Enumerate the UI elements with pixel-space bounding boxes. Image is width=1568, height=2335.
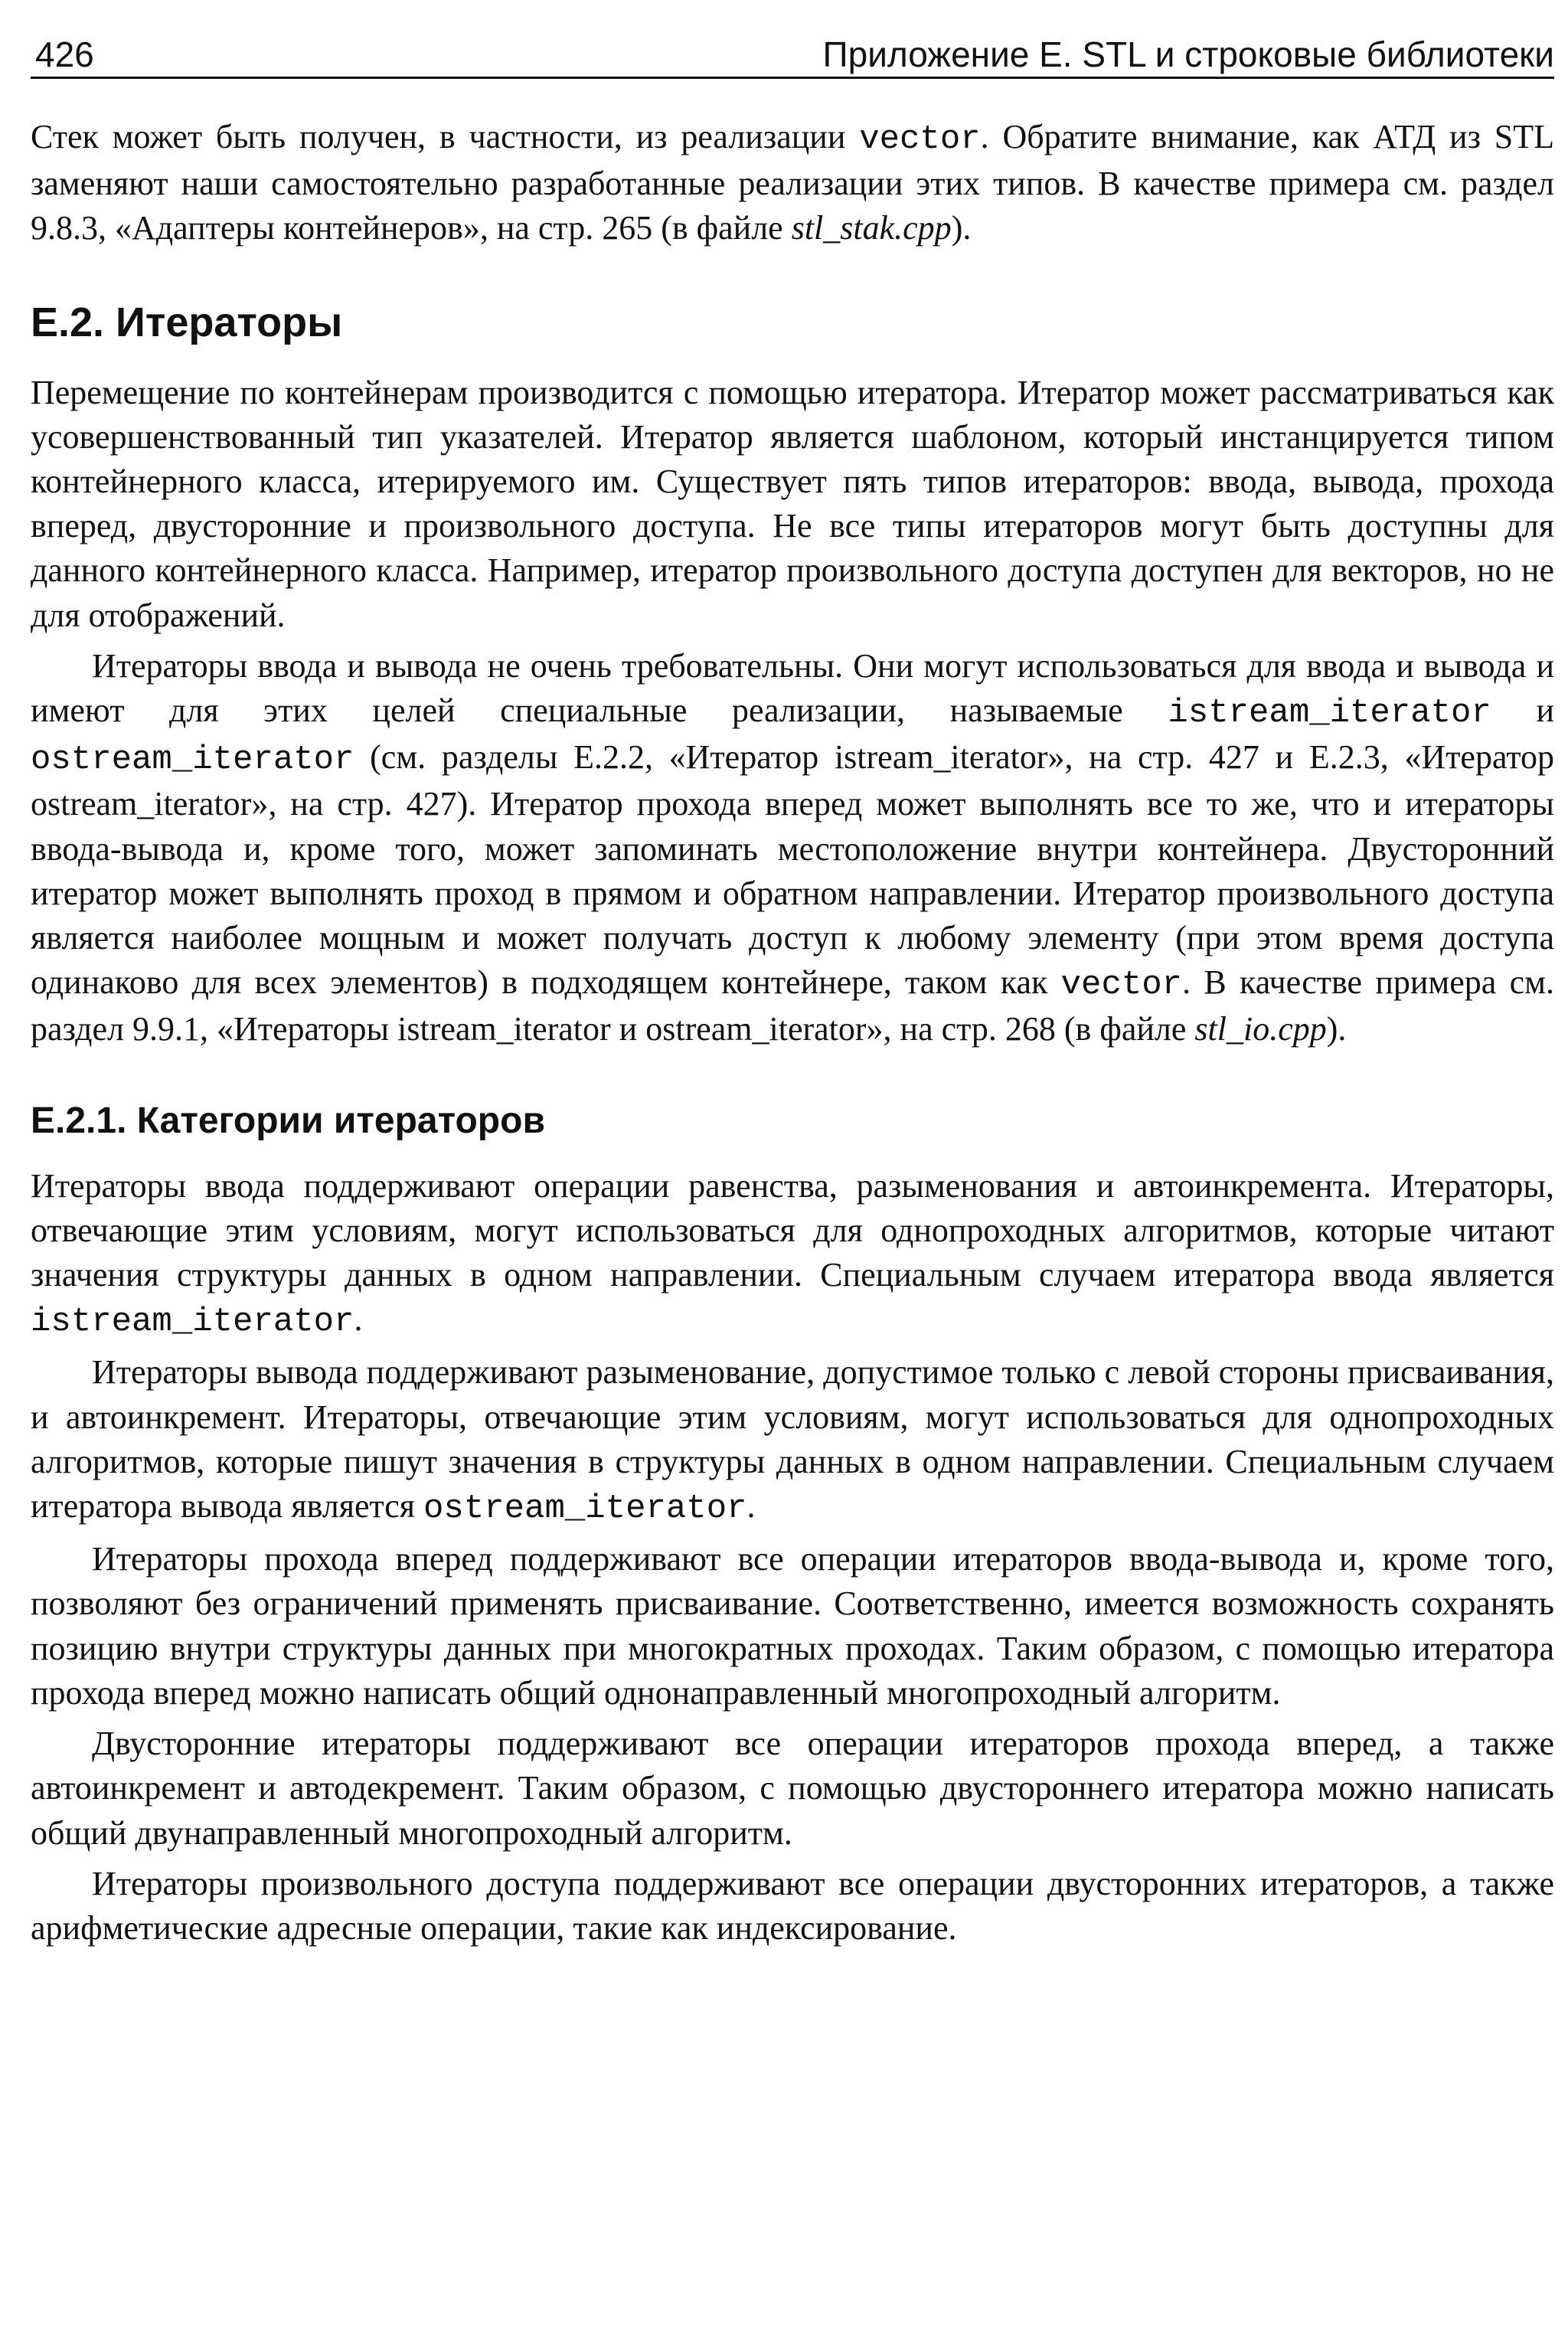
section-heading-iterators: E.2. Итераторы [31,299,343,345]
text-run: и [1491,692,1554,730]
subsection-heading-iterator-categories: E.2.1. Категории итераторов [31,1100,545,1141]
text-run: Итераторы ввода и вывода не очень требовательны. Они могут использоваться для ввода и вывода и имеют для этих целей специальные реализации, называемые [31,646,1554,730]
code-vector: vector [1060,966,1183,1005]
text-run: ). [1326,1010,1347,1048]
code-vector: vector [859,120,981,159]
file-name: stl_stak.cpp [791,209,952,247]
code-ostream-iterator: ostream_iterator [31,741,354,780]
text-run: Итераторы ввода поддерживают операции равенства, разыменования и автоинкремента. Итераторы, отвечающие этим условиям, могут использоваться для однопроходных алгоритмов, которые читают значения структуры данных в одном направлении. Специальным случаем итератора ввода является [31,1166,1554,1294]
paragraph-bidirectional-iterators: Двусторонние итераторы поддерживают все операции итераторов прохода вперед, а также автоинкремент и автодекремент. Таким образом, с помощью двустороннего итератора можно написать общий двунаправленный многопроходный алгоритм. [31,1725,1554,1852]
file-name: stl_io.cpp [1194,1010,1327,1048]
paragraph-io-iterators [31,644,1554,1052]
code-istream-iterator: istream_iterator [1168,694,1491,733]
text-run: Стек может быть получен, в частности, из реализации [31,118,860,155]
text-run: ). [951,209,972,247]
paragraph-stack-intro [31,115,1554,251]
paragraph-forward-iterators: Итераторы прохода вперед поддерживают все операции итераторов ввода-вывода и, кроме того, позволяют без ограничений применять присваивание. Соответственно, имеется возможность сохранять позицию внутри структуры данных при многократных проходах. Таким образом, с помощью итератора прохода вперед можно написать общий однонаправленный многопроходный алгоритм. [31,1540,1554,1712]
paragraph-input-iterators [31,1164,1554,1345]
page-content [31,115,1554,1951]
code-ostream-iterator: ostream_iterator [423,1490,747,1529]
page-number: 426 [35,34,94,74]
code-istream-iterator: istream_iterator [31,1303,354,1342]
text-run: . В качестве примера см. раздел 9.9.1, «Итераторы istream_iterator и ostream_iterator», на стр. 268 (в файле [31,963,1554,1048]
paragraph-output-iterators [31,1350,1554,1531]
text-run: . [354,1300,363,1339]
text-run: (см. разделы E.2.2, «Итератор istream_iterator», на стр. 427 и E.2.3, «Итератор ostream_iterator», на стр. 427). Итератор прохода вперед может выполнять все то же, что и итераторы ввода-вывода и, кроме того, может запоминать местоположение внутри контейнера. Двусторонний итератор может выполнять проход в прямом и обратном направлении. Итератор произвольного доступа является наиболее мощным и может получать доступ к любому элементу (при этом время доступа одинаково для всех элементов) в подходящем контейнере, таком как [31,738,1554,1002]
text-run: . [746,1487,756,1526]
paragraph-iterators-intro: Перемещение по контейнерам производится с помощью итератора. Итератор может рассматриваться как усовершенствованный тип указателей. Итератор является шаблоном, который инстанцируется типом контейнерного класса, итерируемого им. Существует пять типов итераторов: ввода, вывода, прохода вперед, двусторонние и произвольного доступа. Не все типы итераторов могут быть доступны для данного контейнерного класса. Например, итератор произвольного доступа доступен для векторов, но не для отображений. [31,373,1554,634]
running-title: Приложение E. STL и строковые библиотеки [822,34,1554,74]
text-run: . Обратите внимание, как АТД из STL заменяют наши самостоятельно разработанные реализации этих типов. В качестве примера см. раздел 9.8.3, «Адаптеры контейнеров», на стр. 265 (в файле [31,118,1554,247]
paragraph-random-access-iterators: Итераторы произвольного доступа поддерживают все операции двусторонних итераторов, а также арифметические адресные операции, такие как индексирование. [31,1864,1554,1947]
running-header [31,28,1554,79]
text-run: Итераторы вывода поддерживают разыменование, допустимое только с левой стороны присваивания, и автоинкремент. Итераторы, отвечающие этим условиям, могут использоваться для однопроходных алгоритмов, которые пишут значения в структуры данных в одном направлении. Специальным случаем итератора вывода является [31,1353,1554,1526]
